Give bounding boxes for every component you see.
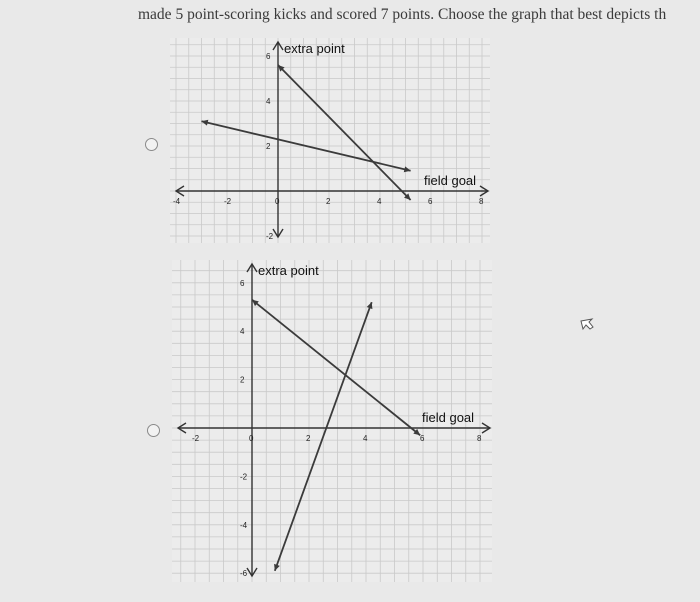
option-1-x-tick-0: -4	[173, 197, 181, 206]
option-1-x-tick-3: 2	[326, 197, 331, 206]
option-1-y-tick-3: -2	[266, 232, 274, 241]
option-1-x-tick-1: -2	[224, 197, 232, 206]
option-1-x-axis-label: field goal	[424, 173, 477, 188]
option-2-x-axis-label: field goal	[422, 410, 475, 425]
option-1-y-tick-0: 6	[266, 52, 271, 61]
option-2-y-tick-1: 4	[240, 327, 245, 337]
option-2-x-tick-2: 2	[306, 434, 311, 443]
question-text: made 5 point-scoring kicks and scored 7 points. Choose the graph that best depicts th	[138, 6, 667, 23]
option-2-y-tick-3: -2	[240, 472, 248, 482]
option-2-x-tick-1: 0	[249, 434, 254, 443]
option-2-y-tick-2: 2	[240, 375, 245, 385]
option-1-x-tick-4: 4	[377, 197, 382, 206]
option-2-x-tick-0: -2	[192, 434, 200, 443]
option-1-x-tick-5: 6	[428, 197, 433, 206]
option-1-y-axis-label: extra point	[284, 41, 345, 56]
option-1-x-tick-2: 0	[275, 197, 280, 206]
option-2-y-axis-label: extra point	[258, 263, 319, 278]
mouse-pointer-icon	[579, 317, 595, 338]
option-1-x-tick-6: 8	[479, 197, 484, 206]
option-2-x-tick-3: 4	[363, 434, 368, 443]
option-2-x-tick-5: 8	[477, 434, 482, 443]
option-2-y-tick-0: 6	[240, 278, 245, 288]
option-2-x-tick-4: 6	[420, 434, 425, 443]
option-1-y-tick-1: 4	[266, 97, 271, 106]
option-2-y-tick-5: -6	[240, 569, 248, 579]
option-1-y-tick-2: 2	[266, 142, 271, 151]
option-2-y-tick-4: -4	[240, 520, 248, 530]
